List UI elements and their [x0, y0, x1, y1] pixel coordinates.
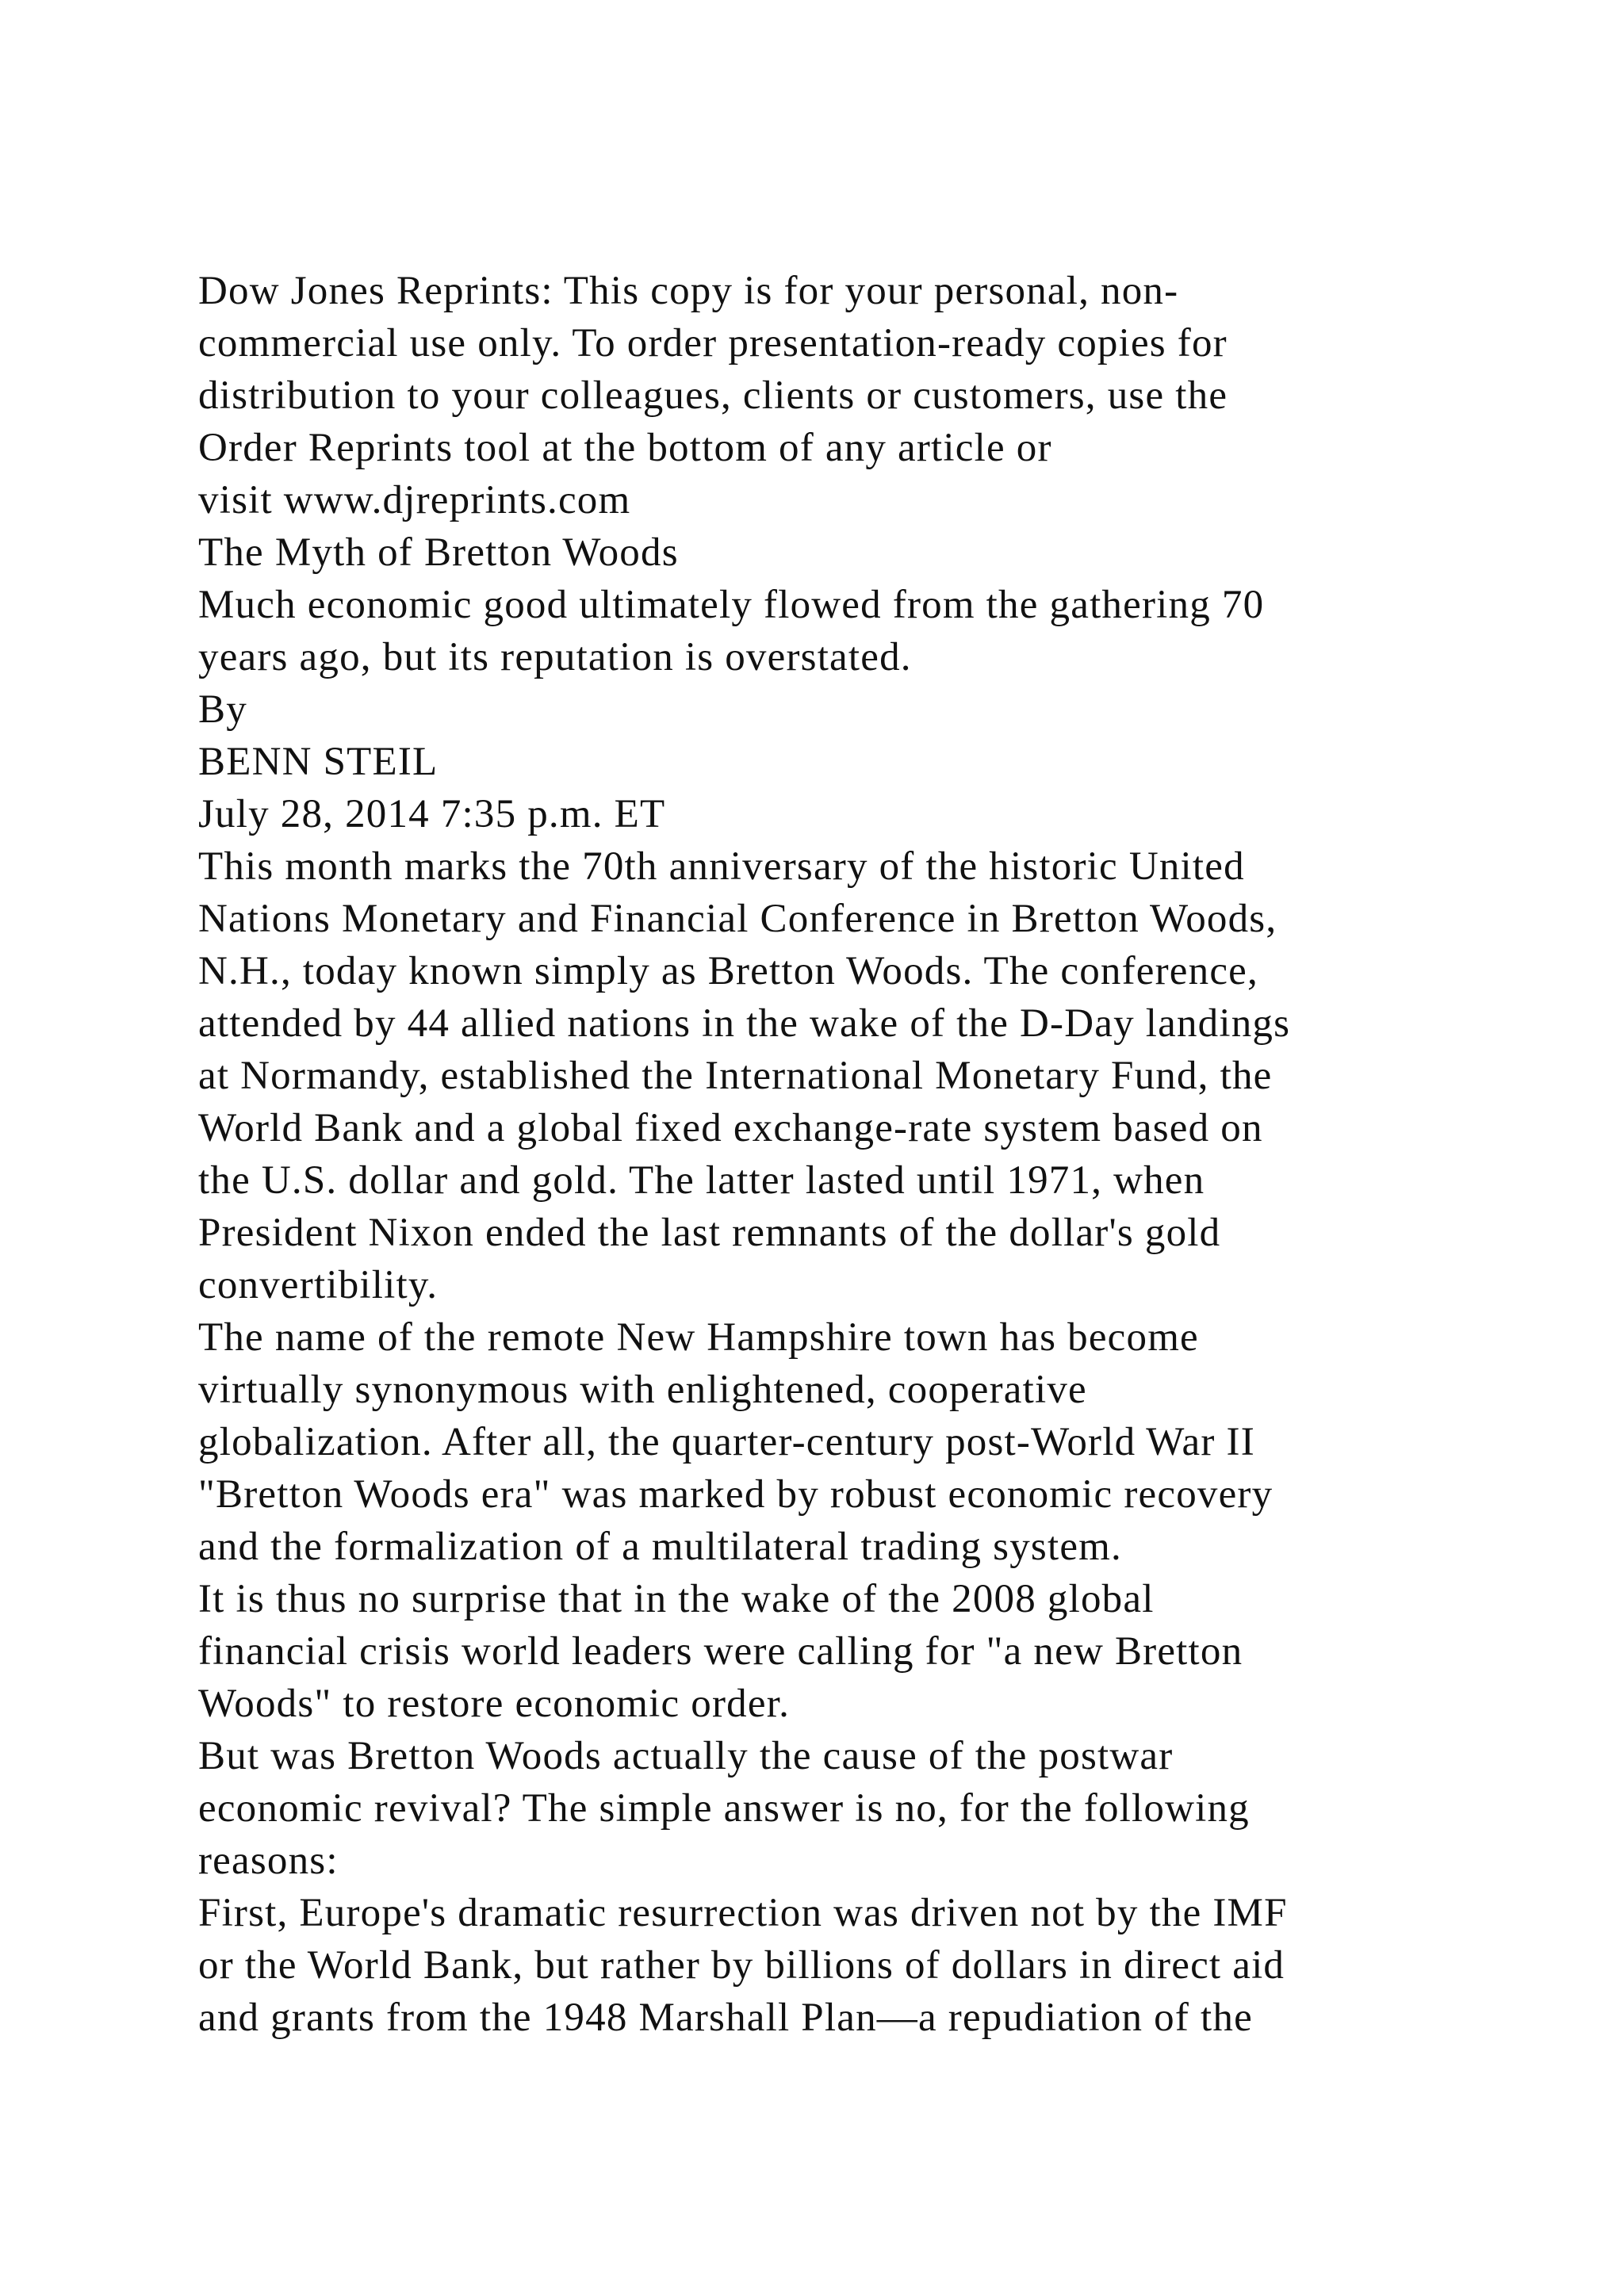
paragraph-line: This month marks the 70th anniversary of the historic United [198, 844, 1245, 889]
paragraph-line: economic revival? The simple answer is no, for the following [198, 1786, 1250, 1831]
paragraph-line: First, Europe's dramatic resurrection was driven not by the IMF [198, 1891, 1288, 1935]
paragraph-line: Woods" to restore economic order. [198, 1682, 791, 1726]
paragraph [198, 1887, 1499, 2044]
reprint-notice [198, 265, 1499, 526]
paragraph [198, 1730, 1499, 1887]
paragraph-line: attended by 44 allied nations in the wake of the D-Day landings [198, 1001, 1291, 1046]
paragraph-line: President Nixon ended the last remnants of the dollar's gold [198, 1211, 1221, 1255]
reprint-notice-line: Order Reprints tool at the bottom of any article or [198, 426, 1052, 470]
paragraph-line: and the formalization of a multilateral trading system. [198, 1525, 1122, 1569]
paragraph-line: financial crisis world leaders were calling for "a new Bretton [198, 1629, 1243, 1674]
paragraph-line: at Normandy, established the International Monetary Fund, the [198, 1054, 1273, 1098]
paragraph [198, 840, 1499, 1311]
paragraph-line: globalization. After all, the quarter-century post-World War II [198, 1420, 1255, 1464]
paragraph-line: and grants from the 1948 Marshall Plan—a repudiation of the [198, 1996, 1253, 2040]
paragraph-line: the U.S. dollar and gold. The latter lasted until 1971, when [198, 1158, 1205, 1203]
paragraph-line: Nations Monetary and Financial Conference in Bretton Woods, [198, 897, 1277, 941]
paragraph-line: It is thus no surprise that in the wake of the 2008 global [198, 1577, 1155, 1621]
reprint-notice-line: Dow Jones Reprints: This copy is for your personal, non- [198, 269, 1179, 313]
author-name: BENN STEIL [198, 740, 439, 784]
reprint-notice-line: visit www.djreprints.com [198, 478, 631, 522]
paragraph-line: World Bank and a global fixed exchange-rate system based on [198, 1106, 1263, 1150]
paragraph-line: reasons: [198, 1839, 339, 1883]
paragraph [198, 1573, 1499, 1730]
paragraph-line: The name of the remote New Hampshire town has become [198, 1315, 1199, 1360]
article-text [198, 265, 1499, 2044]
paragraph [198, 1311, 1499, 1573]
reprint-notice-line: distribution to your colleagues, clients or customers, use the [198, 373, 1228, 418]
dateline: July 28, 2014 7:35 p.m. ET [198, 792, 666, 836]
deck-line: years ago, but its reputation is overstated. [198, 635, 912, 679]
byline-prefix: By [198, 687, 247, 732]
paragraph-line: virtually synonymous with enlightened, cooperative [198, 1368, 1087, 1412]
paragraph-line: But was Bretton Woods actually the cause of the postwar [198, 1734, 1174, 1778]
deck [198, 579, 1499, 683]
reprint-notice-line: commercial use only. To order presentation-ready copies for [198, 321, 1228, 365]
paragraph-line: convertibility. [198, 1263, 439, 1307]
paragraph-line: N.H., today known simply as Bretton Woods. The conference, [198, 949, 1258, 993]
paragraph-line: "Bretton Woods era" was marked by robust economic recovery [198, 1472, 1274, 1517]
headline: The Myth of Bretton Woods [198, 530, 679, 575]
paragraph-line: or the World Bank, but rather by billions of dollars in direct aid [198, 1943, 1285, 1988]
deck-line: Much economic good ultimately flowed from the gathering 70 [198, 583, 1265, 627]
